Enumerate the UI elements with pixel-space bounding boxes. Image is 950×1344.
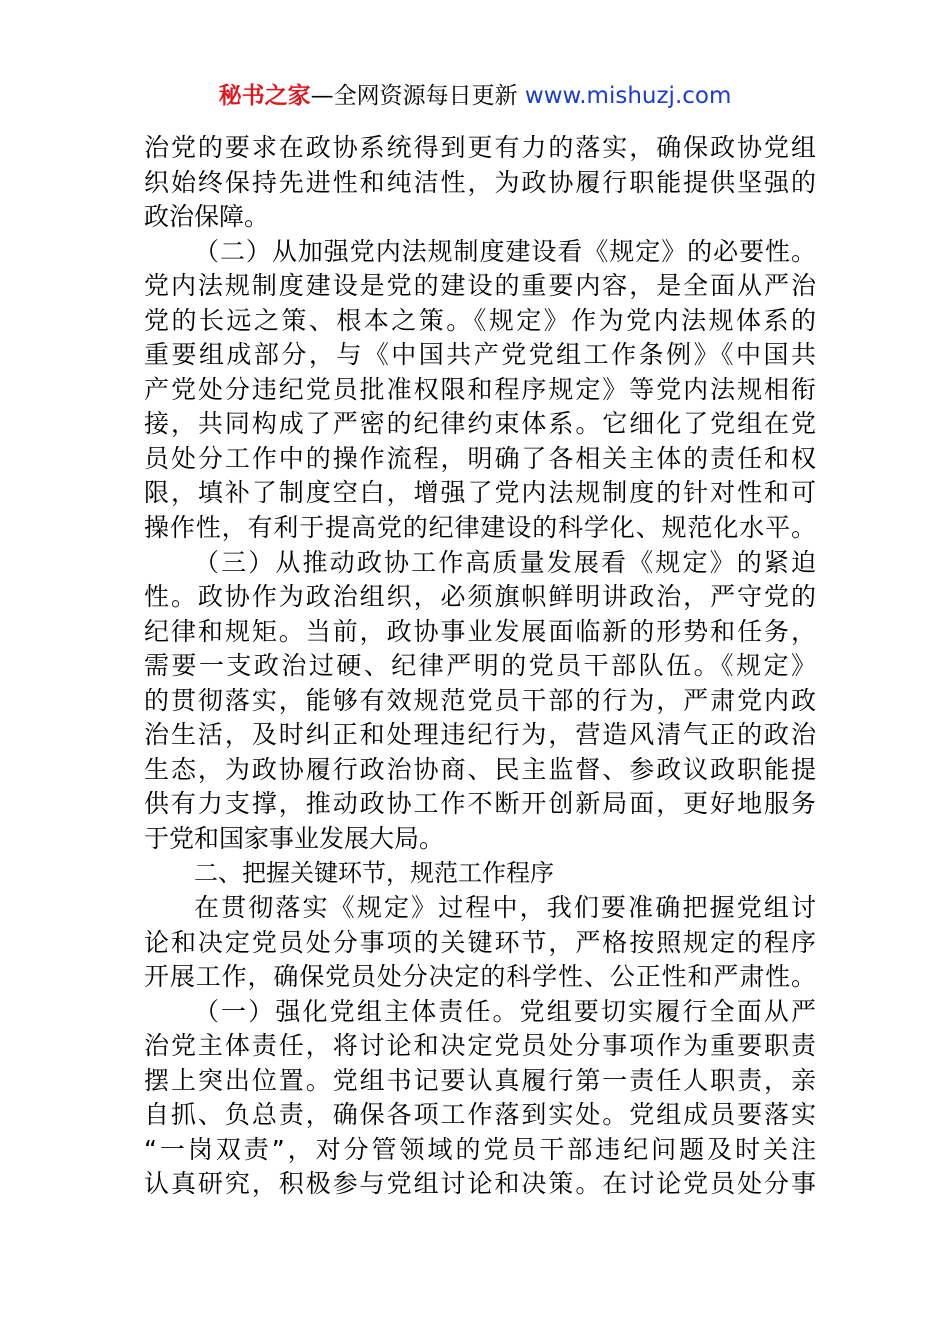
text-line: 产党处分违纪党员批准权限和程序规定》等党内法规相衔 xyxy=(144,374,816,404)
text-line: 员处分工作中的操作流程，明确了各相关主体的责任和权 xyxy=(144,443,816,473)
text-line: 性。政协作为政治组织，必须旗帜鲜明讲政治，严守党的 xyxy=(144,582,816,612)
text-line: （三）从推动政协工作高质量发展看《规定》的紧迫 xyxy=(194,547,816,577)
text-line: （二）从加强党内法规制度建设看《规定》的必要性。 xyxy=(194,236,816,266)
section-heading: 二、把握关键环节，规范工作程序 xyxy=(194,859,554,888)
header-slogan: —全网资源每日更新 xyxy=(310,83,518,109)
text-line: 纪律和规矩。当前，政协事业发展面临新的形势和任务， xyxy=(144,616,816,646)
text-line: 限，填补了制度空白，增强了党内法规制度的针对性和可 xyxy=(144,478,816,508)
text-line: 在贯彻落实《规定》过程中，我们要准确把握党组讨 xyxy=(194,893,816,923)
text-line: 需要一支政治过硬、纪律严明的党员干部队伍。《规定》 xyxy=(144,651,816,681)
text-line: 自抓、负总责，确保各项工作落到实处。党组成员要落实 xyxy=(144,1100,816,1130)
text-line: 织始终保持先进性和纯洁性，为政协履行职能提供坚强的 xyxy=(144,167,816,197)
text-line: 供有力支撑，推动政协工作不断开创新局面，更好地服务 xyxy=(144,789,816,819)
text-line: “一岗双责”，对分管领域的党员干部违纪问题及时关注 xyxy=(144,1134,816,1164)
header-brand: 秘书之家 xyxy=(218,83,311,109)
header-url-link[interactable]: www.mishuzj.com xyxy=(524,83,732,109)
text-line: 政治保障。 xyxy=(144,202,270,232)
page-header xyxy=(0,80,950,112)
text-line: 于党和国家事业发展大局。 xyxy=(144,823,445,853)
body-text xyxy=(144,131,816,1202)
text-line: 治生活，及时纠正和处理违纪行为，营造风清气正的政治 xyxy=(144,720,816,750)
text-line: 重要组成部分，与《中国共产党党组工作条例》《中国共 xyxy=(144,340,816,370)
text-line: （一）强化党组主体责任。党组要切实履行全面从严 xyxy=(194,996,816,1026)
text-line: 论和决定党员处分事项的关键环节，严格按照规定的程序 xyxy=(144,927,816,957)
text-line: 治党主体责任，将讨论和决定党员处分事项作为重要职责 xyxy=(144,1031,816,1061)
text-line: 认真研究，积极参与党组讨论和决策。在讨论党员处分事 xyxy=(144,1169,816,1199)
text-line: 摆上突出位置。党组书记要认真履行第一责任人职责，亲 xyxy=(144,1065,816,1095)
text-line: 治党的要求在政协系统得到更有力的落实，确保政协党组 xyxy=(144,133,816,162)
text-line: 接，共同构成了严密的纪律约束体系。它细化了党组在党 xyxy=(144,409,816,439)
text-line: 开展工作，确保党员处分决定的科学性、公正性和严肃性。 xyxy=(144,962,816,992)
text-line: 操作性，有利于提高党的纪律建设的科学化、规范化水平。 xyxy=(144,513,816,543)
text-line: 党的长远之策、根本之策。《规定》作为党内法规体系的 xyxy=(144,305,816,335)
text-line: 生态，为政协履行政治协商、民主监督、参政议政职能提 xyxy=(144,754,816,784)
text-line: 党内法规制度建设是党的建设的重要内容，是全面从严治 xyxy=(144,271,816,301)
text-line: 的贯彻落实，能够有效规范党员干部的行为，严肃党内政 xyxy=(144,685,816,715)
